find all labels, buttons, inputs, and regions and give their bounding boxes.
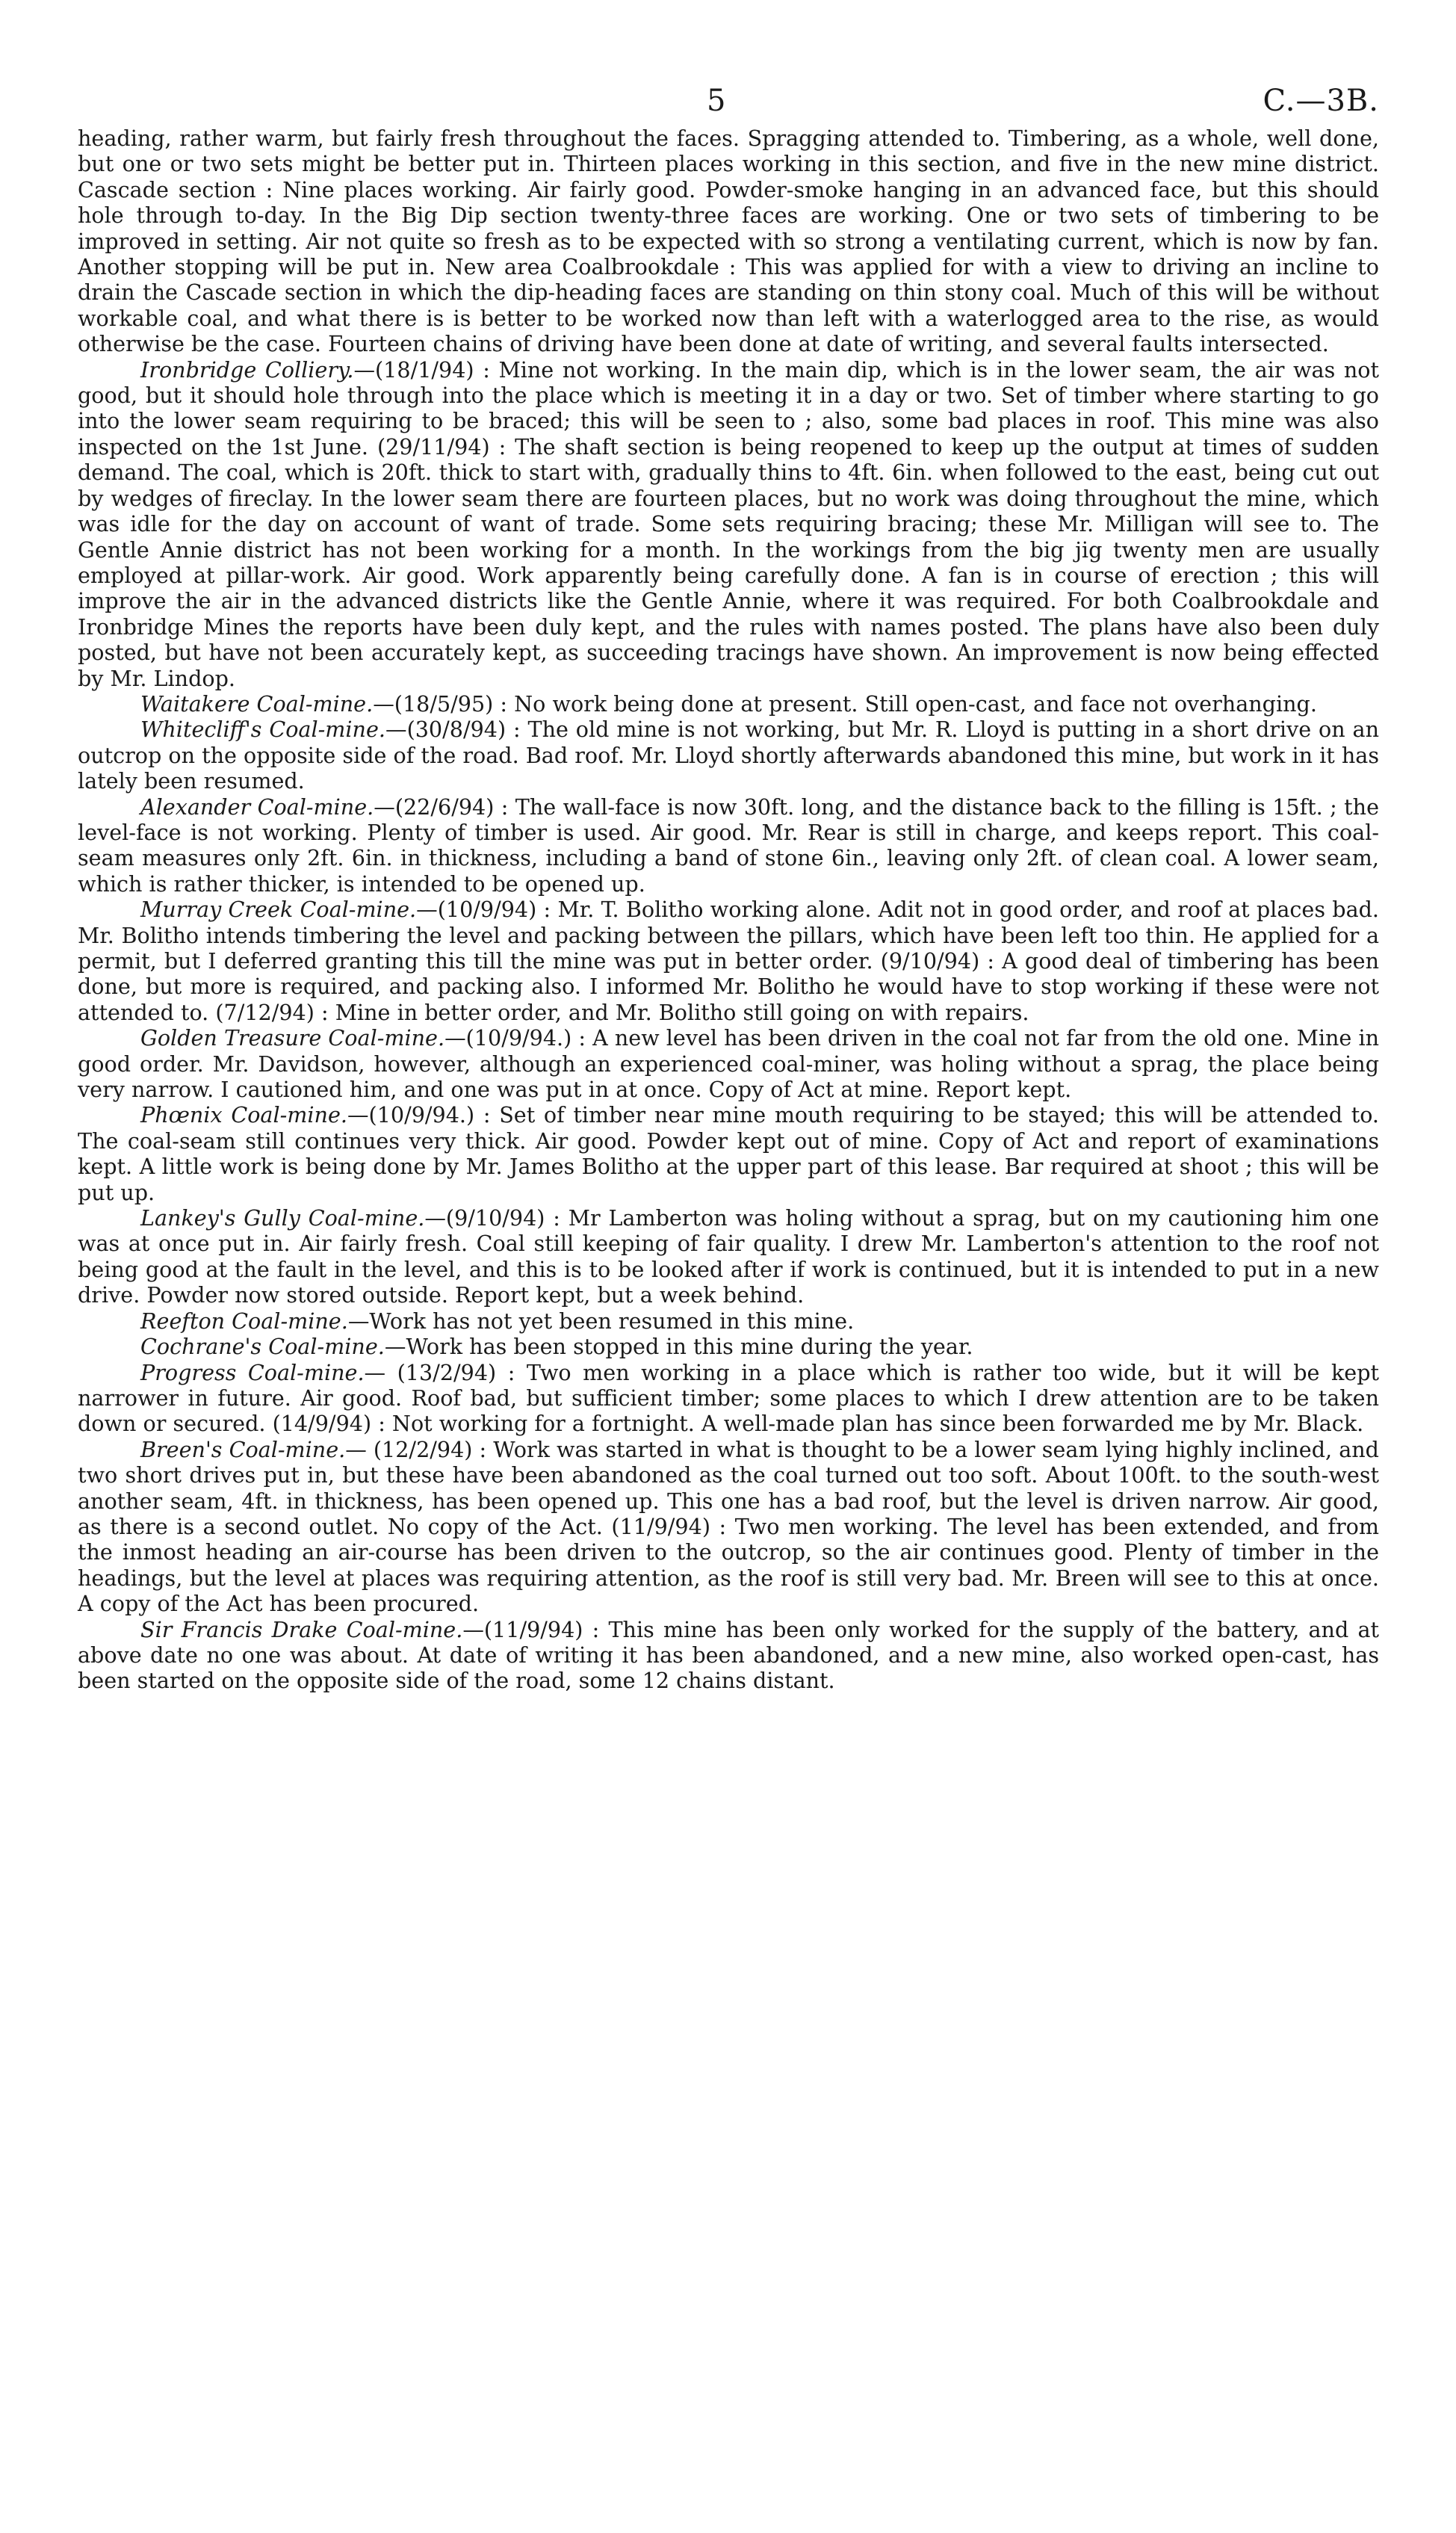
mine-name: Murray Creek Coal-mine. xyxy=(140,897,417,923)
entry-text: — (12/2/94) : Work was started in what is thought to be a lower seam lying highly inclined, and two short drives put in, but these have been abandoned as the coal turned out too soft. About 100ft. to the south-west another seam, 4ft. in thickness, has been opened up. This one has a bad roof, but the level is driven narrow. Air good, as there is a second outlet. No copy of the Act. (11/9/94) : Two men working. The level has been extended, and from the inmost heading an air-course has been driven to the outcrop, so the air continues good. Plenty of timber in the headings, but the level at places was requiring attention, as the roof is still very bad. Mr. Breen will see to this at once. A copy of the Act has been procured. xyxy=(78,1436,1379,1617)
mine-entry-phoenix xyxy=(78,1102,1379,1205)
mine-name: Lankey's Gully Coal-mine. xyxy=(140,1205,425,1231)
mine-entry-progress xyxy=(78,1360,1379,1437)
mine-name: Progress Coal-mine. xyxy=(140,1359,365,1385)
entry-text: —(9/10/94) : Mr Lamberton was holing without a sprag, but on my cautioning him one was at once put in. Air fairly fresh. Coal still keeping of fair quality. I drew Mr. Lamberton's attention to the roof not being good at the fault in the level, and this is to be looked after if work is continued, but it is intended to put in a new drive. Powder now stored outside. Report kept, but a week behind. xyxy=(78,1205,1379,1308)
mine-entry-ironbridge xyxy=(78,357,1379,691)
mine-entry-alexander xyxy=(78,794,1379,897)
mine-entry-sir-francis-drake xyxy=(78,1617,1379,1694)
mine-entry-breens xyxy=(78,1437,1379,1617)
page-header xyxy=(78,82,1379,126)
document-page xyxy=(78,82,1379,1694)
entry-text: —Work has been stopped in this mine during the year. xyxy=(384,1334,973,1360)
mine-name: Reefton Coal-mine. xyxy=(140,1308,348,1334)
mine-name: Phœnix Coal-mine. xyxy=(140,1102,347,1128)
entry-text: —(10/9/94.) : Set of timber near mine mouth requiring to be stayed; this will be attended to. The coal-seam still continues very thick. Air good. Powder kept out of mine. Copy of Act and report of examinations kept. A little work is being done by Mr. James Bolitho at the upper part of this lease. Bar required at shoot ; this will be put up. xyxy=(78,1102,1379,1205)
mine-entry-waitakere xyxy=(78,691,1379,717)
mine-name: Whitecliff's Coal-mine. xyxy=(140,717,385,743)
mine-name: Alexander Coal-mine. xyxy=(140,794,374,820)
mine-entry-lankeys-gully xyxy=(78,1205,1379,1308)
mine-name: Golden Treasure Coal-mine. xyxy=(140,1025,445,1051)
entry-text: —(11/9/94) : This mine has been only worked for the supply of the battery, and at above date no one was about. At date of writing it has been abandoned, and a new mine, also worked open-cast, has been started on the opposite side of the road, some 12 chains distant. xyxy=(78,1616,1379,1694)
entry-text: —(30/8/94) : The old mine is not working, but Mr. R. Lloyd is putting in a short drive on an outcrop on the opposite side of the road. Bad roof. Mr. Lloyd shortly afterwards abandoned this mine, but work in it has lately been resumed. xyxy=(78,717,1379,794)
mine-entry-cochranes xyxy=(78,1334,1379,1359)
paragraph-continuation xyxy=(78,126,1379,357)
mine-name: Waitakere Coal-mine. xyxy=(140,690,374,717)
entry-text: —(18/1/94) : Mine not working. In the main dip, which is in the lower seam, the air was not good, but it should hole through into the place which is meeting it in a day or two. Set of timber where starting to go into the lower seam requiring to be braced; this will be seen to ; also, some bad places in roof. This mine was also inspected on the 1st June. (29/11/94) : The shaft section is being reopened to keep up the output at times of sudden demand. The coal, which is 20ft. thick to start with, gradually thins to 4ft. 6in. when followed to the east, being cut out by wedges of fireclay. In the lower seam there are fourteen places, but no work was doing throughout the mine, which was idle for the day on account of want of trade. Some sets requiring bracing; these Mr. Milligan will see to. The Gentle Annie district has not been working for a month. In the workings from the big jig twenty men are usually employed at pillar-work. Air good. Work apparently being carefully done. A fan is in course of erection ; this will improve the air in the advanced districts like the Gentle Annie, where it was required. For both Coalbrookdale and Ironbridge Mines the reports have been duly kept, and the rules with names posted. The plans have also been duly posted, but have not been accurately kept, as succeeding tracings have shown. An improvement is now being effected by Mr. Lindop. xyxy=(78,356,1379,691)
entry-text: —(10/9/94.) : A new level has been driven in the coal not far from the old one. Mine in good order. Mr. Davidson, however, although an experienced coal-miner, was holing without a sprag, the place being very narrow. I cautioned him, and one was put in at once. Copy of Act at mine. Report kept. xyxy=(78,1025,1379,1103)
report-body xyxy=(78,126,1379,1694)
entry-text: — (13/2/94) : Two men working in a place which is rather too wide, but it will be kept narrower in future. Air good. Roof bad, but sufficient timber; some places to which I drew attention are to be taken down or secured. (14/9/94) : Not working for a fortnight. A well-made plan has since been forwarded me by Mr. Black. xyxy=(78,1359,1379,1437)
mine-entry-murray-creek xyxy=(78,897,1379,1025)
mine-entry-whitecliffs xyxy=(78,717,1379,794)
paragraph-text: heading, rather warm, but fairly fresh throughout the faces. Spragging attended to. Timbering, as a whole, well done, but one or two sets might be better put in. Thirteen places working in this section, and five in the new mine district. Cascade section : Nine places working. Air fairly good. Powder-smoke hanging in an advanced face, but this should hole through to-day. In the Big Dip section twenty-three faces are working. One or two sets of timbering to be improved in setting. Air not quite so fresh as to be expected with so strong a ventilating current, which is now by fan. Another stopping will be put in. New area Coalbrookdale : This was applied for with a view to driving an incline to drain the Cascade section in which the dip-heading faces are standing on thin stony coal. Much of this will be without workable coal, and what there is is better to be worked now than left with a waterlogged area to the rise, as would otherwise be the case. Fourteen chains of driving have been done at date of writing, and several faults intersected. xyxy=(78,126,1379,357)
mine-name: Breen's Coal-mine. xyxy=(140,1436,346,1462)
entry-text: —(18/5/95) : No work being done at present. Still open-cast, and face not overhanging. xyxy=(373,690,1317,717)
mine-name: Cochrane's Coal-mine. xyxy=(140,1334,385,1360)
entry-text: —(10/9/94) : Mr. T. Bolitho working alone. Adit not in good order, and roof at places bad. Mr. Bolitho intends timbering the level and packing between the pillars, which have been left too thin. He applied for a permit, but I deferred granting this till the mine was put in better order. (9/10/94) : A good deal of timbering has been done, but more is required, and packing also. I informed Mr. Bolitho he would have to stop working if these were not attended to. (7/12/94) : Mine in better order, and Mr. Bolitho still going on with repairs. xyxy=(78,897,1380,1025)
mine-name: Sir Francis Drake Coal-mine. xyxy=(140,1616,463,1642)
mine-entry-reefton xyxy=(78,1308,1379,1334)
mine-entry-golden-treasure xyxy=(78,1025,1379,1102)
entry-text: —(22/6/94) : The wall-face is now 30ft. long, and the distance back to the filling is 15ft. ; the level-face is not working. Plenty of timber is used. Air good. Mr. Rear is still in charge, and keeps report. This coal-seam measures only 2ft. 6in. in thickness, including a band of stone 6in., leaving only 2ft. of clean coal. A lower seam, which is rather thicker, is intended to be opened up. xyxy=(78,794,1379,897)
entry-text: —Work has not yet been resumed in this mine. xyxy=(347,1308,855,1334)
mine-name: Ironbridge Colliery. xyxy=(140,356,354,383)
document-reference: C.—3B. xyxy=(1263,84,1379,118)
page-number: 5 xyxy=(707,84,726,118)
